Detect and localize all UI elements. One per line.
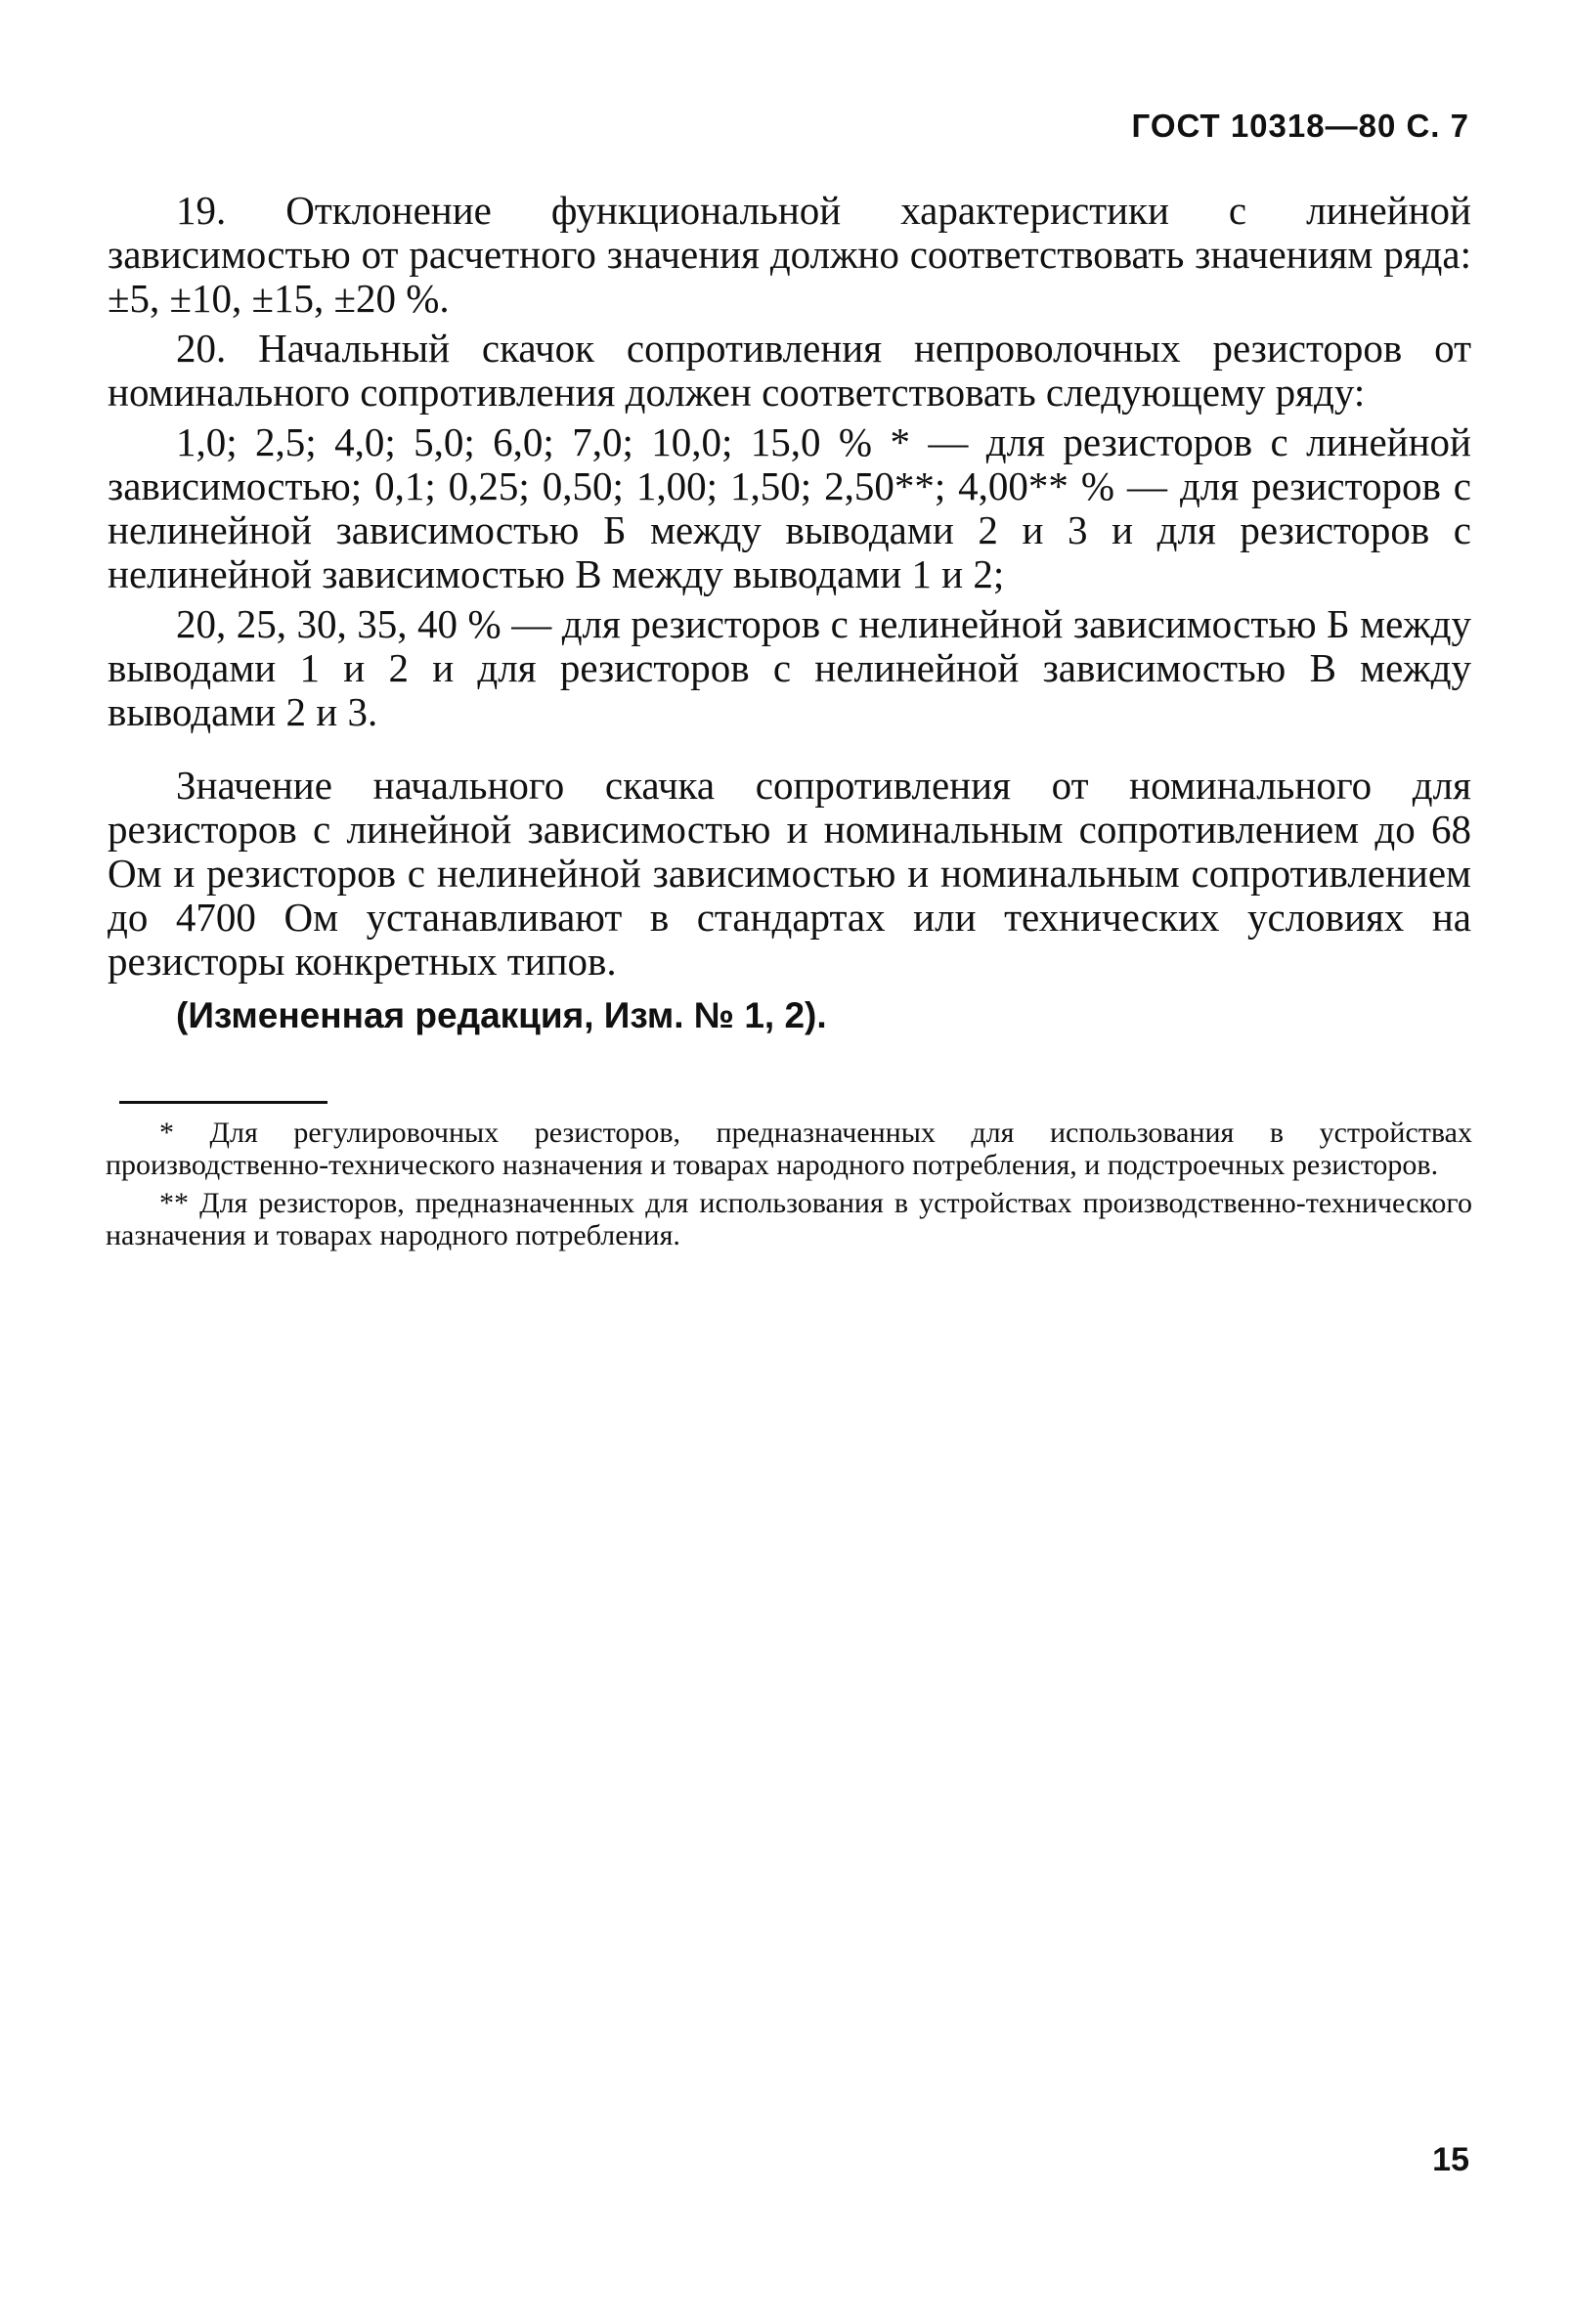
footnote-divider [119,1101,327,1104]
amendment-note: (Измененная редакция, Изм. № 1, 2). [176,995,827,1035]
clause-19: 19. Отклонение функциональной характеристики с линейной зависимостью от расчетного значения должно соответствовать значениям ряда: ±5, ±10, ±15, ±20 %. [108,188,1471,321]
clause-20-note: Значение начального скачка сопротивления от номинального для резисторов с линейной зависимостью и номинальным сопротивлением до 68 Ом и резисторов с нелинейной зависимостью и номинальным сопротивлением до 4700 Ом устанавливают в стандартах или технических условиях на резисторы конкретных типов. [108,763,1471,984]
running-head: ГОСТ 10318—80 С. 7 [1131,108,1469,144]
footnote-2: ** Для резисторов, предназначенных для использования в устройствах производственно-технического назначения и товарах народного потребления. [106,1187,1472,1251]
clause-20-list-item-2: 20, 25, 30, 35, 40 % — для резисторов с нелинейной зависимостью Б между выводами 1 и 2 и для резисторов с нелинейной зависимостью В между выводами 2 и 3. [108,601,1471,734]
page-number: 15 [1432,2141,1469,2178]
clause-20-list-item-1: 1,0; 2,5; 4,0; 5,0; 6,0; 7,0; 10,0; 15,0 % * — для резисторов с линейной зависимостью; 0,1; 0,25; 0,50; 1,00; 1,50; 2,50**; 4,00** % — для резисторов с нелинейной зависимостью Б между выводами 2 и 3 и для резисторов с нелинейной зависимостью В между выводами 1 и 2; [108,419,1471,596]
clause-20-intro: 20. Начальный скачок сопротивления непроволочных резисторов от номинального сопротивления должен соответствовать следующему ряду: [108,326,1471,415]
footnotes [106,1117,1472,1257]
footnote-1: * Для регулировочных резисторов, предназначенных для использования в устройствах производственно-технического назначения и товарах народного потребления, и подстроечных резисторов. [106,1117,1472,1181]
main-text [108,189,1471,1037]
